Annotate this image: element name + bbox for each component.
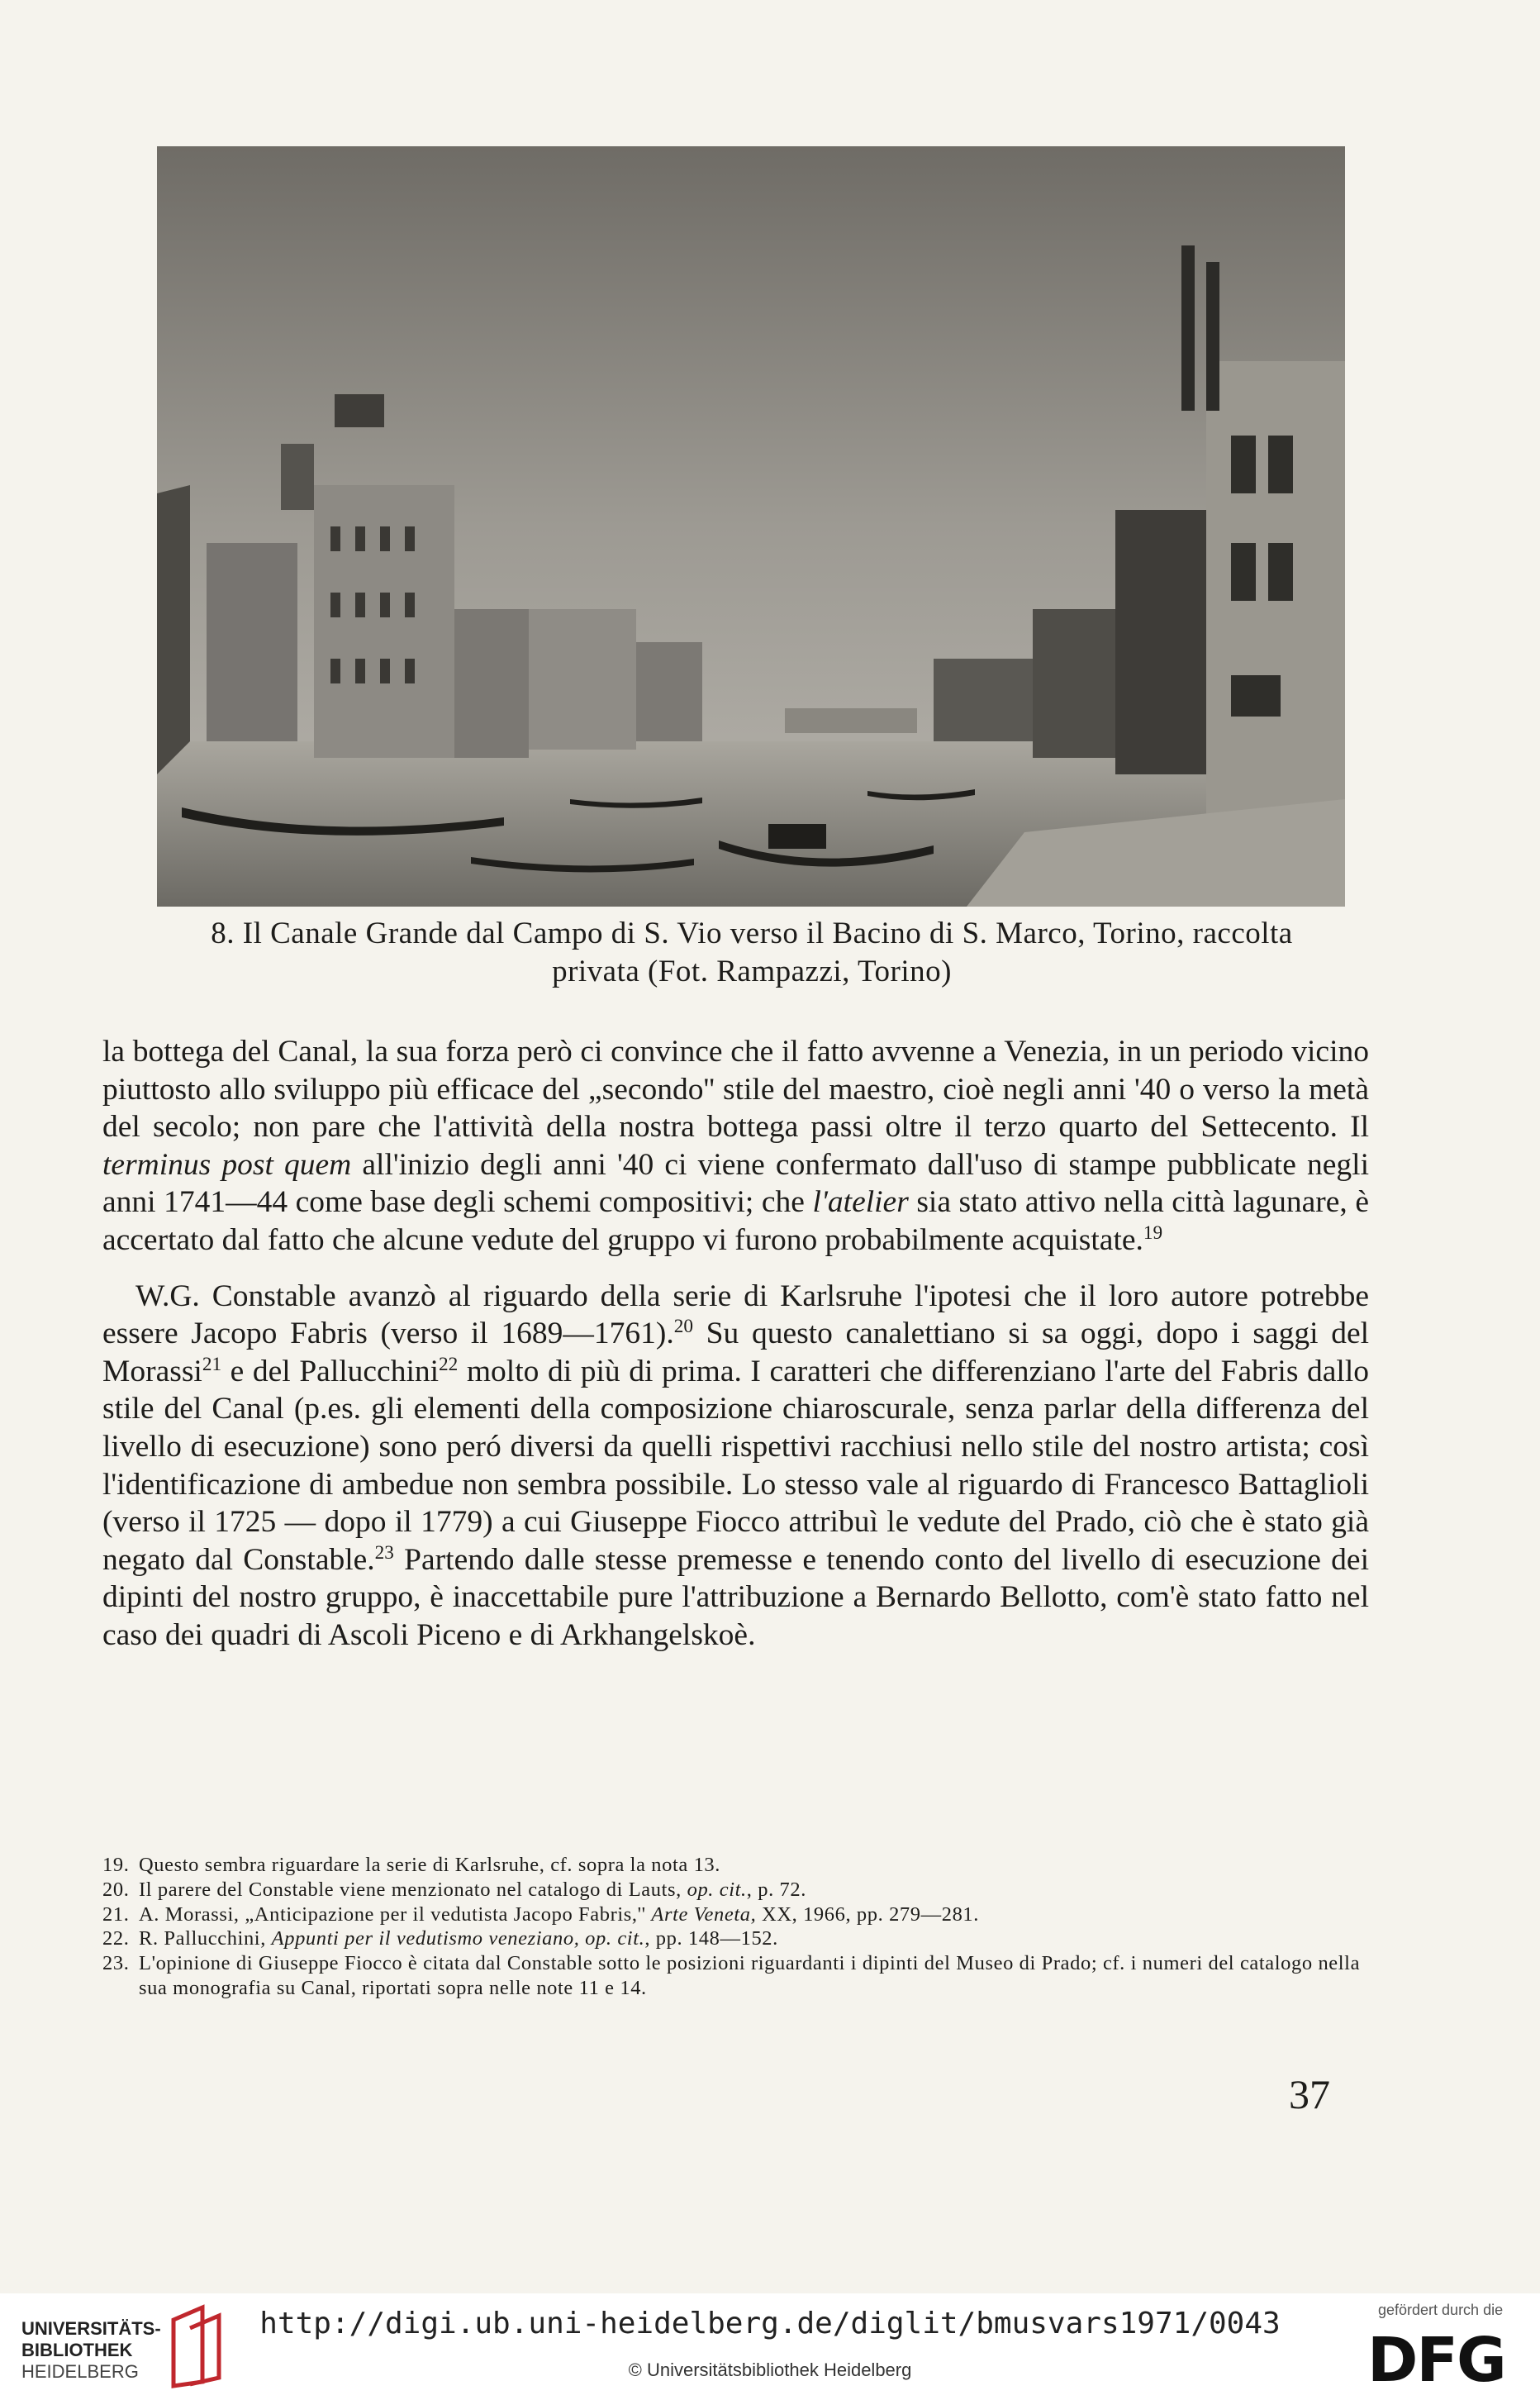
footnote-22 (102, 1926, 1369, 1951)
text-run: Su questo canalettiano si sa oggi, dopo i saggi del Morassi (102, 1317, 1370, 1388)
footnote-23 (102, 1951, 1369, 2001)
permalink-url[interactable]: http://digi.ub.uni-heidelberg.de/diglit/bmusvars1971/0043 (259, 2307, 1281, 2340)
text-run: la bottega del Canal, la sua forza però ci convince che il fatto avvenne a Venezia, in un periodo vicino piuttosto allo sviluppo più efficace del „secondo'' stile del maestro, cioè negli anni '40 o verso la metà del secolo; non pare che l'attività della nostra bottega passi oltre il terzo quarto del Settecento. Il (102, 1035, 1369, 1145)
body-text (102, 1033, 1369, 1655)
text-run: e del Pallucchini (221, 1354, 440, 1388)
footnote-21 (102, 1902, 1369, 1927)
paragraph-1 (102, 1033, 1369, 1260)
italic-run: Appunti per il vedutismo veneziano, op. cit. (271, 1927, 645, 1950)
italic-run: terminus post quem (102, 1147, 352, 1182)
text-run: W.G. Constable avanzò al riguardo della serie di Karlsruhe l'ipotesi che il loro autore potrebbe essere Jacopo Fabris (verso il 1689—1761). (102, 1279, 1369, 1351)
text-run: , pp. 148—152. (644, 1927, 778, 1950)
footnote-text: L'opinione di Giuseppe Fiocco è citata dal Constable sotto le posizioni riguardanti i dipinti del Museo di Prado; cf. i numeri del catalogo nella sua monografia su Canal, riportati sopra nelle note 11 e 14. (139, 1952, 1361, 1999)
text-run: XX, 1966, pp. 279—281. (756, 1902, 979, 1926)
library-name-line: HEIDELBERG (21, 2361, 139, 2382)
footnote-number: 19. (102, 1854, 130, 1876)
text-run: sia stato attivo nella città lagunare, è accertato dal fatto che alcune vedute del gruppo vi furono probabilmente acquistate. (102, 1185, 1369, 1257)
footnote-ref-23[interactable]: 23 (374, 1541, 394, 1564)
footnote-ref-19[interactable]: 19 (1143, 1222, 1163, 1245)
page-number: 37 (1289, 2071, 1330, 2117)
footnote-text (139, 1902, 1369, 1927)
funding-label: gefördert durch die (1378, 2302, 1504, 2318)
text-run: , p. 72. (746, 1878, 806, 1901)
copyright-notice: © Universitätsbibliothek Heidelberg (628, 2360, 912, 2380)
text-run: all'inizio degli anni '40 ci viene confermato dall'uso di stampe pubblicate negli anni 1741—44 come base degli schemi compositivi; che (102, 1147, 1369, 1220)
text-run: Partendo dalle stesse premesse e tenendo conto del livello di esecuzione dei dipinti del nostro gruppo, è inaccettabile pure l'attribuzione a Bernardo Bellotto, com'è stato fatto nel caso dei quadri di Ascoli Piceno e di Arkhangelskoè. (102, 1542, 1369, 1652)
text-run: Il parere del Constable viene menzionato nel catalogo di Lauts, (139, 1878, 687, 1901)
library-name-line: UNIVERSITÄTS- (21, 2318, 161, 2339)
caption-line-2: privata (Fot. Rampazzi, Torino) (552, 955, 952, 988)
footnote-number: 20. (102, 1878, 130, 1901)
footnote-number: 21. (102, 1902, 130, 1926)
caption-line-1: 8. Il Canale Grande dal Campo di S. Vio verso il Bacino di S. Marco, Torino, raccolta (211, 917, 1293, 950)
text-run: molto di più di prima. I caratteri che differenziano l'arte del Fabris dallo stile del Canal (p.es. gli elementi della composizione chiaroscurale, senza parlar della differenza del livello di esecuzione) sono peró diversi da quelli rispettivi racchiusi nello stile del nostro artista; così l'identificazione di ambedue non sembra possibile. Lo stesso vale al riguardo di Francesco Battaglioli (verso il 1725 — dopo il 1779) a cui Giuseppe Fiocco attribuì le vedute del Prado, ciò che è stato già negato dal Constable. (102, 1354, 1369, 1577)
footer-bar (0, 2293, 1540, 2400)
footnotes (102, 1853, 1369, 2001)
text-run: A. Morassi, „Anticipazione per il vedutista Jacopo Fabris,'' (139, 1902, 652, 1926)
footnote-ref-20[interactable]: 20 (673, 1316, 693, 1338)
footnote-text: Questo sembra riguardare la serie di Karlsruhe, cf. sopra la nota 13. (139, 1854, 721, 1876)
footnote-number: 22. (102, 1927, 130, 1950)
footnote-ref-21[interactable]: 21 (202, 1353, 222, 1375)
footnote-ref-22[interactable]: 22 (439, 1353, 459, 1375)
footnote-text (139, 1878, 1369, 1902)
footnote-number: 23. (102, 1952, 130, 1975)
footnote-text (139, 1926, 1369, 1951)
library-name-line: BIBLIOTHEK (21, 2340, 133, 2360)
paragraph-2 (102, 1278, 1369, 1655)
canal-painting-image (157, 146, 1345, 907)
text-run: R. Pallucchini, (139, 1927, 272, 1950)
italic-run: Arte Veneta, (651, 1902, 757, 1926)
figure-caption (132, 915, 1371, 991)
footnote-20 (102, 1878, 1369, 1902)
dfg-logo[interactable]: DFG (1367, 2325, 1505, 2396)
footnote-19 (102, 1853, 1369, 1878)
italic-run: op. cit. (687, 1878, 747, 1901)
italic-run: l'atelier (812, 1185, 909, 1220)
